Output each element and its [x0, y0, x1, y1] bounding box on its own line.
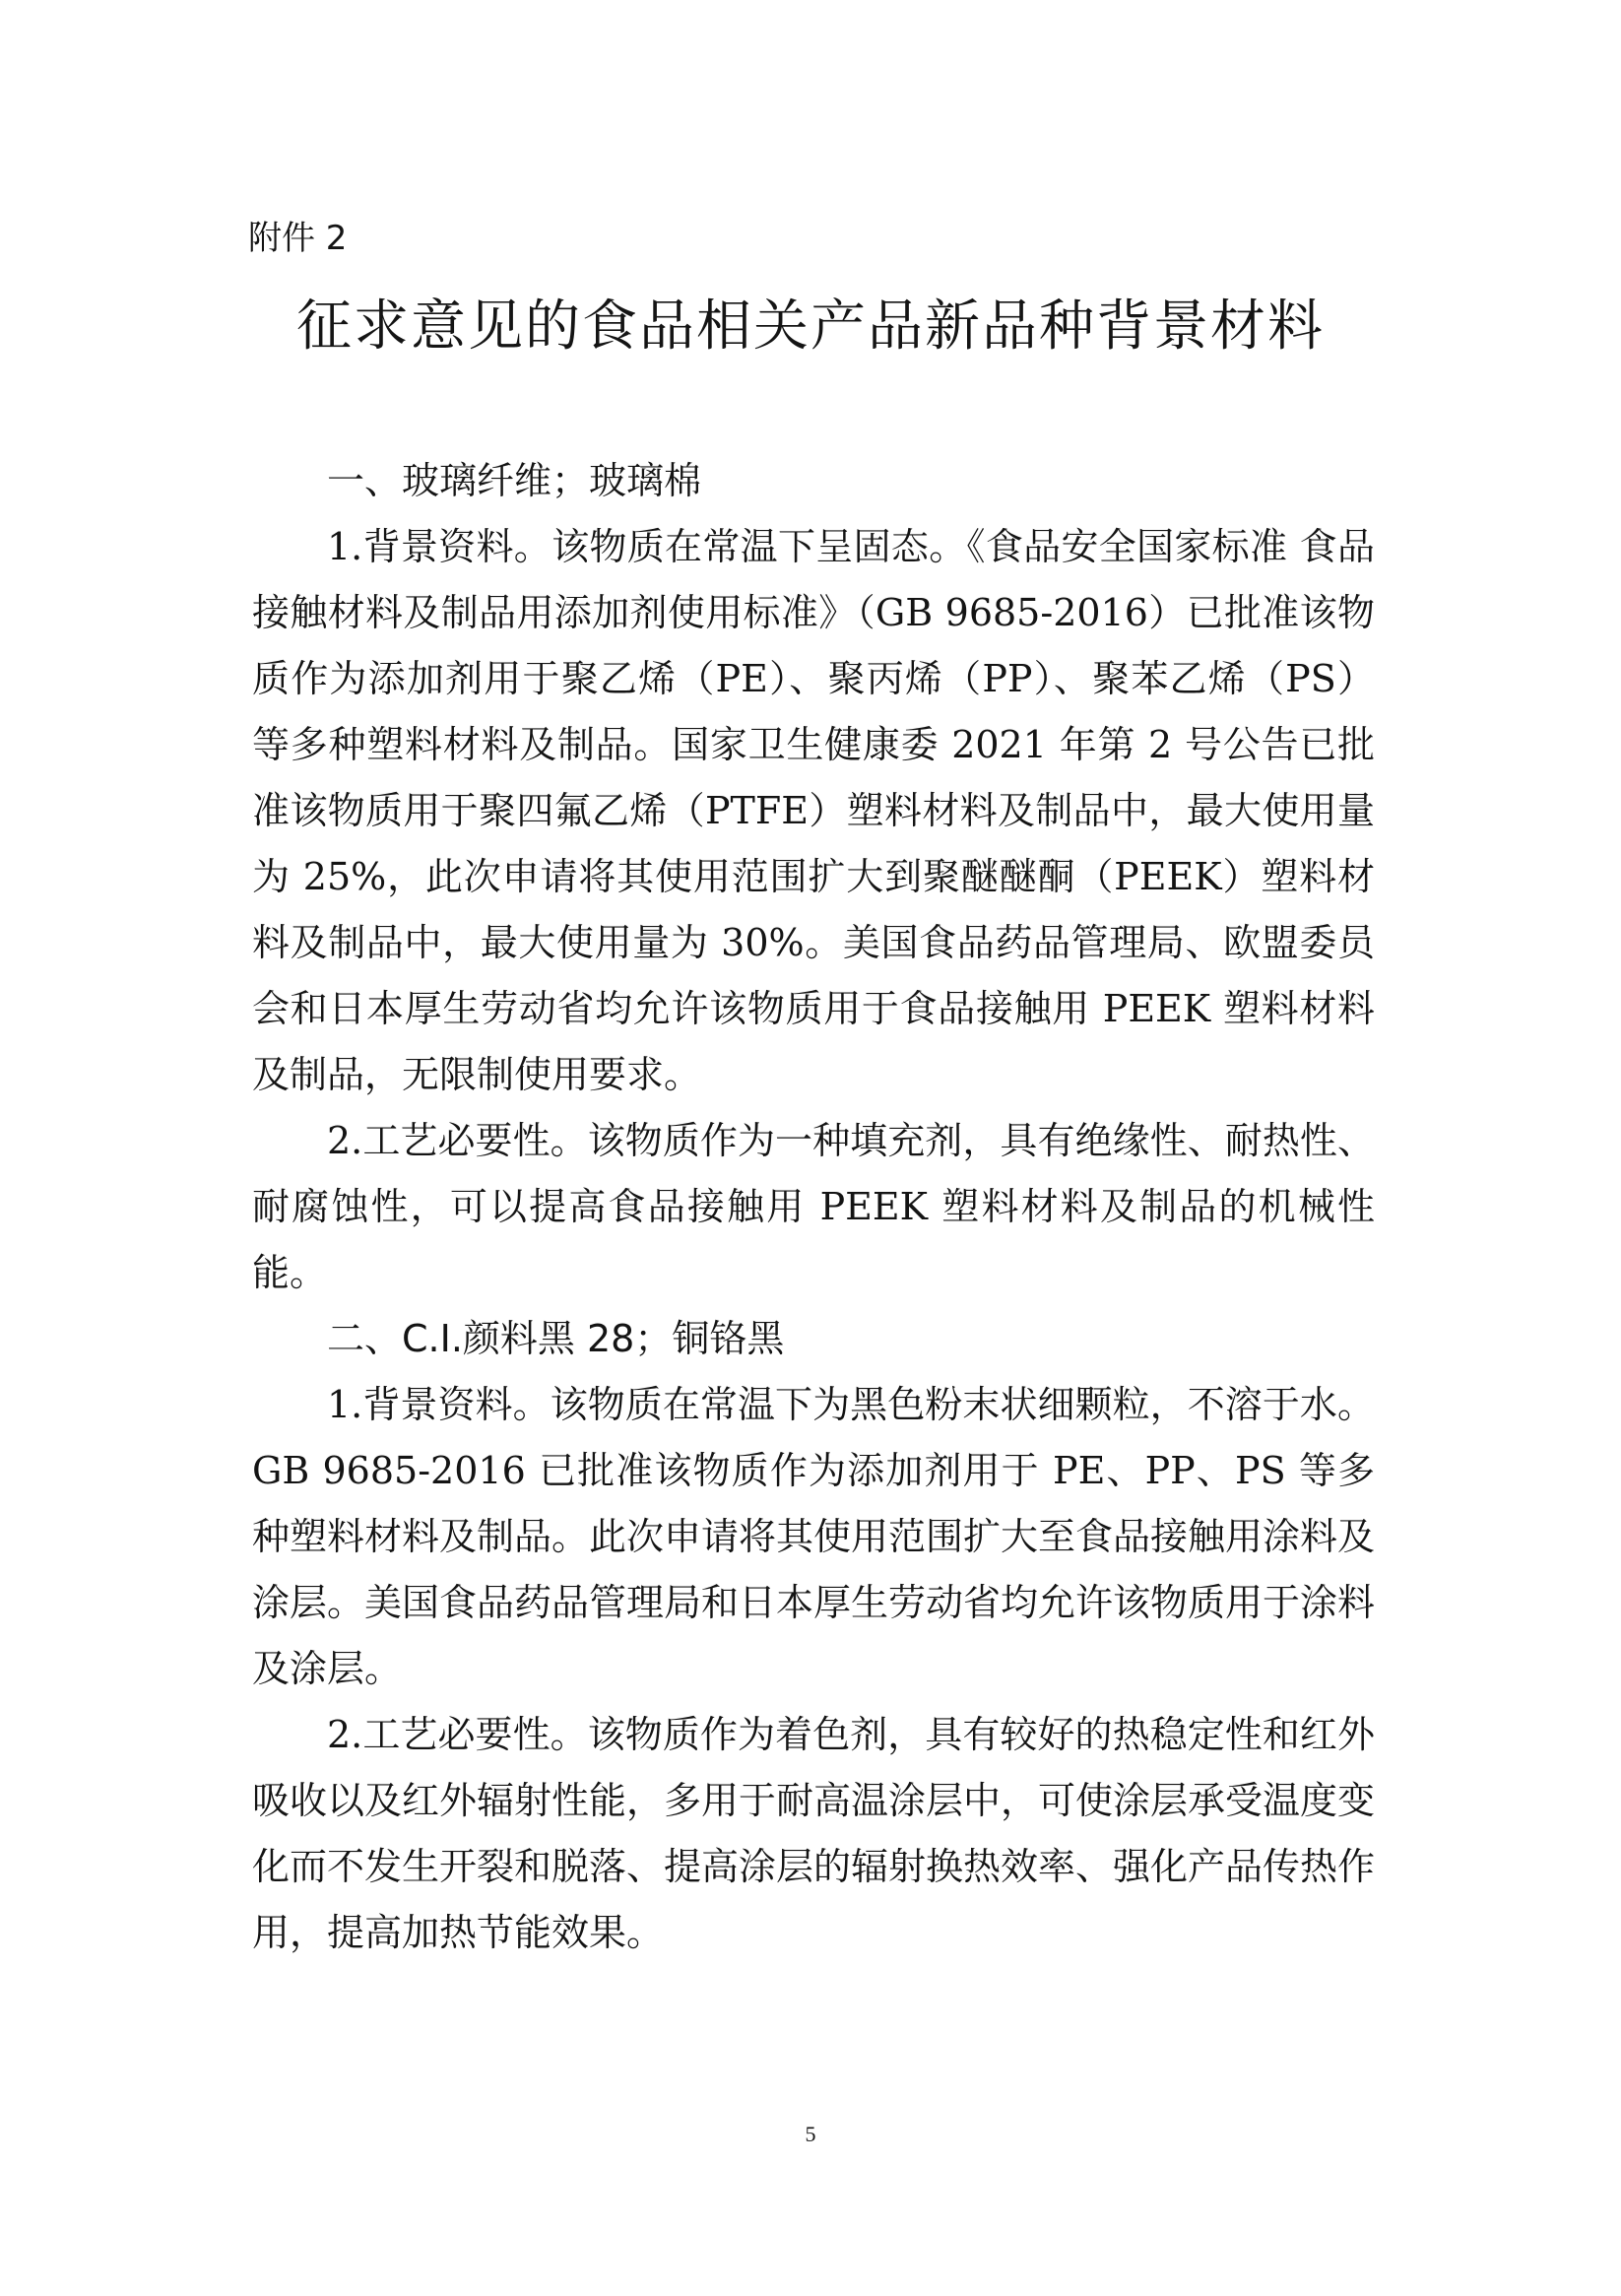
section-1-heading: 一、玻璃纤维；玻璃棉	[327, 459, 702, 502]
section-2-necessity-paragraph: 2.工艺必要性。该物质作为着色剂，具有较好的热稳定性和红外吸收以及红外辐射性能，多用于耐高温涂层中，可使涂层承受温度变化而不发生开裂和脱落、提高涂层的辐射换热效率、强化产品传热作用，提高加热节能效果。	[252, 1713, 1376, 1954]
section-2-background-paragraph: 1.背景资料。该物质在常温下为黑色粉末状细颗粒，不溶于水。GB 9685-2016 已批准该物质作为添加剂用于 PE、PP、PS 等多种塑料材料及制品。此次申请将其使用范围扩大至食品接触用涂料及涂层。美国食品药品管理局和日本厚生劳动省均允许该物质用于涂料及涂层。	[252, 1383, 1376, 1690]
document-title: 征求意见的食品相关产品新品种背景材料	[296, 295, 1325, 359]
section-1-background-paragraph: 1.背景资料。该物质在常温下呈固态。《食品安全国家标准 食品接触材料及制品用添加剂使用标准》（GB 9685-2016）已批准该物质作为添加剂用于聚乙烯（PE）、聚丙烯（PP）、聚苯乙烯（PS）等多种塑料材料及制品。国家卫生健康委 2021 年第 2 号公告已批准该物质用于聚四氟乙烯（PTFE）塑料材料及制品中，最大使用量为 25%，此次申请将其使用范围扩大到聚醚醚酮（PEEK）塑料材料及制品中，最大使用量为 30%。美国食品药品管理局、欧盟委员会和日本厚生劳动省均允许该物质用于食品接触用 PEEK 塑料材料及制品，无限制使用要求。	[252, 525, 1375, 1096]
page-number: 5	[805, 2122, 816, 2146]
section-1-necessity-paragraph: 2.工艺必要性。该物质作为一种填充剂，具有绝缘性、耐热性、耐腐蚀性，可以提高食品接触用 PEEK 塑料材料及制品的机械性能。	[252, 1119, 1375, 1294]
document-body	[252, 448, 1375, 1966]
attachment-label: 附件 2	[248, 219, 348, 258]
section-2-heading: 二、C.I.颜料黑 28；铜铬黑	[327, 1317, 785, 1360]
